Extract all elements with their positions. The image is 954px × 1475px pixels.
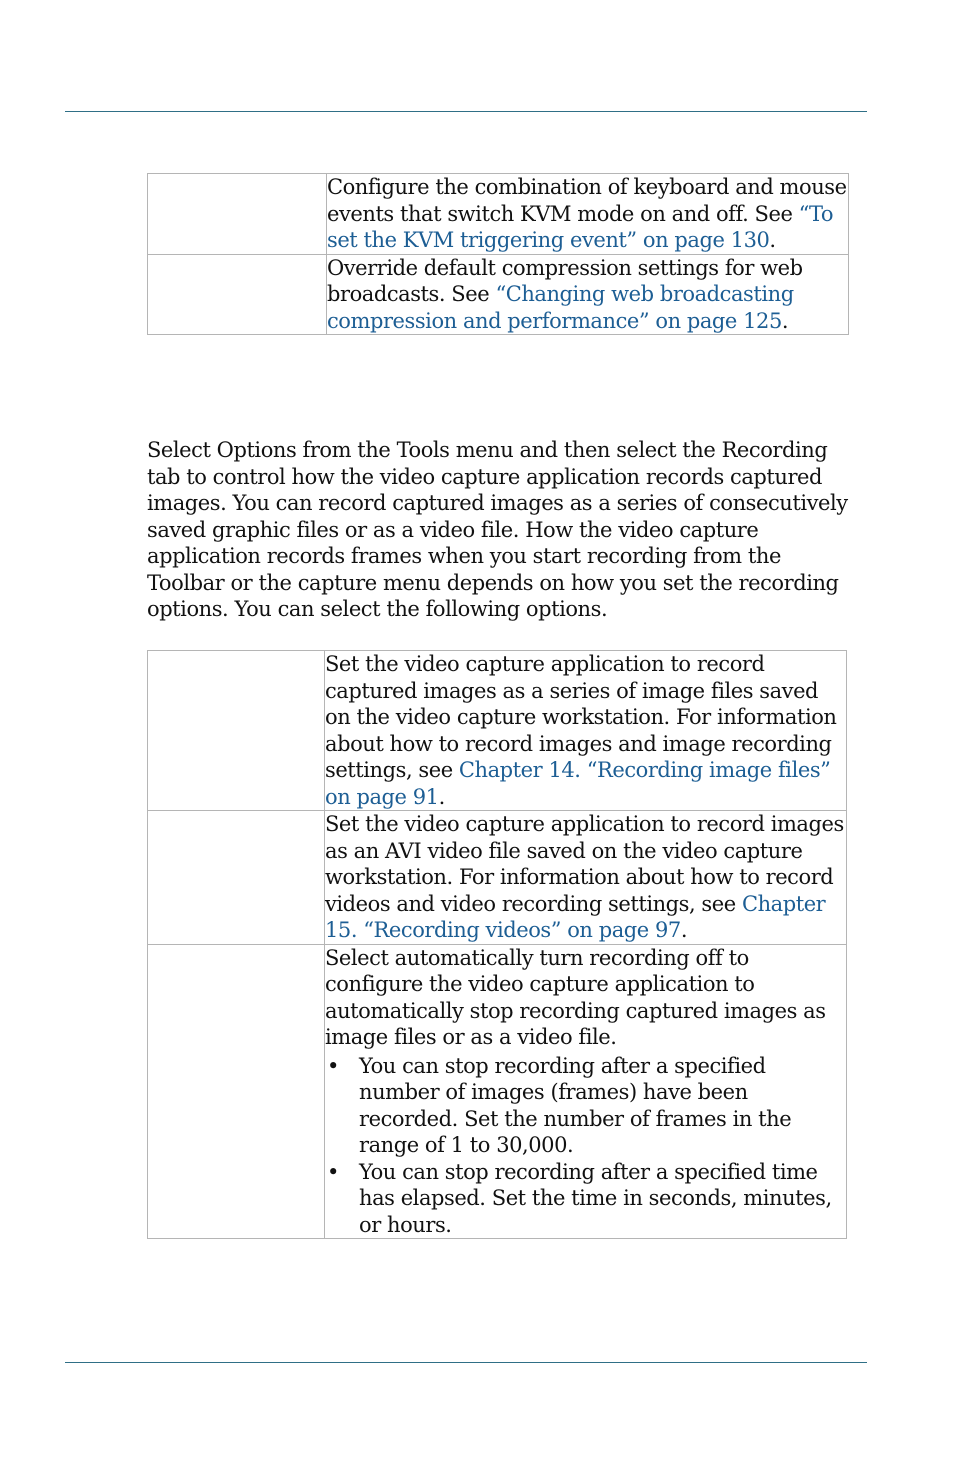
description-text: Configure the combination of keyboard and mouse events that switch KVM mode on and off. See: [327, 175, 847, 226]
recording-options-table: [147, 650, 847, 1239]
description-text: Select automatically turn recording off to configure the video capture application to automatically stop recording captured images as image files or as a video file.: [325, 945, 826, 1049]
list-item: [325, 1053, 846, 1159]
header-rule: [65, 111, 867, 112]
bullet-icon: •: [327, 1159, 339, 1184]
bullet-list: [325, 1053, 846, 1239]
description-text: Override default compression settings for web broadcasts. See: [327, 255, 803, 306]
description-end: .: [680, 918, 688, 942]
recording-image-files-link[interactable]: Chapter 14. “Recording image files” on page 91: [325, 758, 831, 809]
description-text: Set the video capture application to record captured images as a series of image files saved on the video capture workstation. For information about how to record images and image recording settings, see: [325, 652, 837, 782]
option-description: [327, 174, 849, 255]
option-label-cell: [148, 651, 325, 811]
recording-intro-paragraph: Select Options from the Tools menu and then select the Recording tab to control how the video capture application records captured images. You can record captured images as a series of consecutively saved graphic files or as a video file. How the video capture application records frames when you start recording from the Toolbar or the capture menu depends on how you set the recording options. You can select the following options.: [147, 438, 848, 621]
option-label-cell: [148, 174, 327, 255]
table-row: [148, 811, 847, 945]
description-end: .: [769, 228, 776, 252]
option-description: [327, 254, 849, 335]
kvm-options-table: [147, 173, 849, 335]
table-row: [148, 174, 849, 255]
option-description: [325, 811, 847, 945]
recording-videos-link[interactable]: Chapter 15. “Recording videos” on page 97: [325, 891, 826, 942]
web-broadcast-compression-link[interactable]: “Changing web broadcasting compression and performance” on page 125: [327, 282, 794, 333]
table-row: [148, 651, 847, 811]
list-item-text: You can stop recording after a specified time has elapsed. Set the time in seconds, minutes, or hours.: [359, 1159, 832, 1237]
option-description: [325, 651, 847, 811]
bullet-icon: •: [327, 1053, 339, 1078]
list-item: [325, 1159, 846, 1239]
footer-rule: [65, 1362, 867, 1363]
option-label-cell: [148, 944, 325, 1239]
kvm-trigger-link[interactable]: “To set the KVM triggering event” on page 130: [327, 201, 834, 252]
option-description: [325, 944, 847, 1239]
description-end: .: [438, 784, 445, 809]
table-row: [148, 254, 849, 335]
table-row: [148, 944, 847, 1239]
option-label-cell: [148, 811, 325, 945]
description-text: Set the video capture application to record images as an AVI video file saved on the video capture workstation. For information about how to record videos and video recording settings, see: [325, 812, 844, 916]
option-label-cell: [148, 254, 327, 335]
list-item-text: You can stop recording after a specified number of images (frames) have been recorded. Set the number of frames in the range of 1 to 30,000.: [359, 1053, 792, 1157]
description-end: .: [781, 308, 789, 333]
